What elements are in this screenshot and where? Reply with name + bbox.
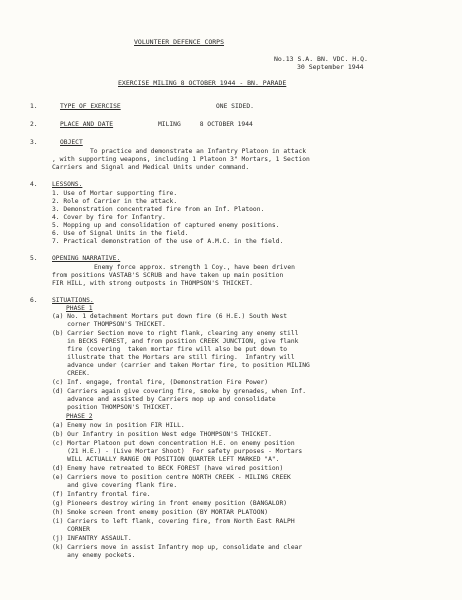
situation-line: fire (covering taken mortar fire will also be put down to	[52, 346, 288, 353]
lesson-item: 4. Cover by fire for Infantry.	[52, 214, 166, 221]
lesson-item: 2. Role of Carrier in the attack.	[52, 198, 178, 205]
object-line: To practice and demonstrate an Infantry Platoon in attack	[90, 148, 307, 155]
section-3-label: OBJECT	[60, 139, 83, 146]
section-1-number: 1.	[30, 103, 38, 110]
section-6-number: 6.	[30, 297, 38, 304]
section-2-number: 2.	[30, 121, 38, 128]
situation-line: (f) Infantry frontal fire.	[52, 491, 151, 498]
situation-line: illustrate that the Mortars are still firing. Infantry will	[52, 354, 295, 361]
situation-line: advance under (carrier and taken Mortar fire, to position MILING	[52, 362, 310, 369]
narrative-line: from positions VASTAB'S SCRUB and have taken up main position	[52, 272, 284, 279]
section-2-value: MILING 8 OCTOBER 1944	[158, 121, 253, 128]
date-line: 30 September 1944	[297, 63, 364, 71]
section-4-label: LESSONS.	[52, 181, 83, 188]
phase-1-heading: PHASE 1	[66, 305, 93, 312]
situation-line: (d) Enemy have retreated to BECK FOREST (have wired position)	[52, 465, 284, 472]
situation-line: any enemy pockets.	[52, 552, 136, 559]
situation-line: WILL ACTUALLY RANGE ON POSITION QUARTER LEFT MARKED "A".	[52, 456, 280, 463]
ref-line: No.13 S.A. BN. VDC. H.Q.	[274, 55, 368, 63]
narrative-line: Enemy force approx. strength 1 Coy., have been driven	[94, 264, 295, 271]
lesson-item: 7. Practical demonstration of the use of A.M.C. in the field.	[52, 238, 284, 245]
situation-line: (21 H.E.) - (Live Mortar Shoot) For safety purposes - Mortars	[52, 448, 303, 455]
situation-line: in BECKS FOREST, and from position CREEK JUNCTION, give flank	[52, 338, 299, 345]
situation-line: (e) Carriers move to position centre NORTH CREEK - MILING CREEK	[52, 474, 291, 481]
object-line: , with supporting weapons, including 1 Platoon 3" Mortars, 1 Section	[52, 156, 310, 163]
section-2-label: PLACE AND DATE	[60, 121, 114, 128]
phase-2-heading: PHASE 2	[66, 413, 93, 420]
situation-line: (c) Mortar Platoon put down concentration H.E. on enemy position	[52, 440, 295, 447]
narrative-line: FIR HILL, with strong outposts in THOMPSON'S THICKET.	[52, 280, 253, 287]
situation-line: position THOMPSON'S THICKET.	[52, 404, 174, 411]
situation-line: (i) Carriers to left flank, covering fire, from North East RALPH	[52, 518, 295, 525]
situation-line: (g) Pioneers destroy wiring in front enemy position (BANGALOR)	[52, 500, 288, 507]
section-4-number: 4.	[30, 181, 38, 188]
section-6-label: SITUATIONS.	[52, 297, 94, 304]
situation-line: (k) Carriers move in assist Infantry mop up, consolidate and clear	[52, 544, 303, 551]
situation-line: corner THOMPSON'S THICKET.	[52, 321, 166, 328]
situation-line: CORNER	[52, 526, 90, 533]
org-title: VOLUNTEER DEFENCE CORPS	[134, 38, 225, 46]
situation-line: (h) Smoke screen front enemy position (BY MORTAR PLATOON)	[52, 509, 269, 516]
section-3-number: 3.	[30, 139, 38, 146]
section-5-label: OPENING NARRATIVE.	[52, 255, 121, 262]
situation-line: (a) Enemy now in position FIR HILL.	[52, 422, 185, 429]
situation-line: (j) INFANTRY ASSAULT.	[52, 535, 132, 542]
lesson-item: 6. Use of Signal Units in the field.	[52, 230, 189, 237]
situation-line: CREEK.	[52, 370, 90, 377]
section-1-label: TYPE OF EXERCISE	[60, 103, 121, 110]
lesson-item: 3. Demonstration concentrated fire from an Inf. Platoon.	[52, 206, 265, 213]
situation-line: (b) Our Infantry in position West edge THOMPSON'S THICKET.	[52, 431, 272, 438]
object-line: Carriers and Signal and Medical Units under command.	[52, 164, 250, 171]
situation-line: (b) Carrier Section move to right flank, clearing any enemy still	[52, 330, 299, 337]
situation-line: (c) Inf. engage, frontal fire, (Demonstration Fire Power)	[52, 379, 269, 386]
lesson-item: 5. Mopping up and consolidation of captured enemy positions.	[52, 222, 280, 229]
situation-line: (a) No. 1 detachment Mortars put down fire (6 H.E.) South West	[52, 313, 288, 320]
situation-line: (d) Carriers again give covering fire, smoke by grenades, when Inf.	[52, 388, 307, 395]
section-1-value: ONE SIDED.	[216, 103, 254, 110]
lesson-item: 1. Use of Mortar supporting fire.	[52, 190, 178, 197]
exercise-title: EXERCISE MILING 8 OCTOBER 1944 - BN. PARADE	[118, 79, 287, 87]
situation-line: and give covering flank fire.	[52, 482, 178, 489]
situation-line: advance and assisted by Carriers mop up and consolidate	[52, 396, 276, 403]
section-5-number: 5.	[30, 255, 38, 262]
